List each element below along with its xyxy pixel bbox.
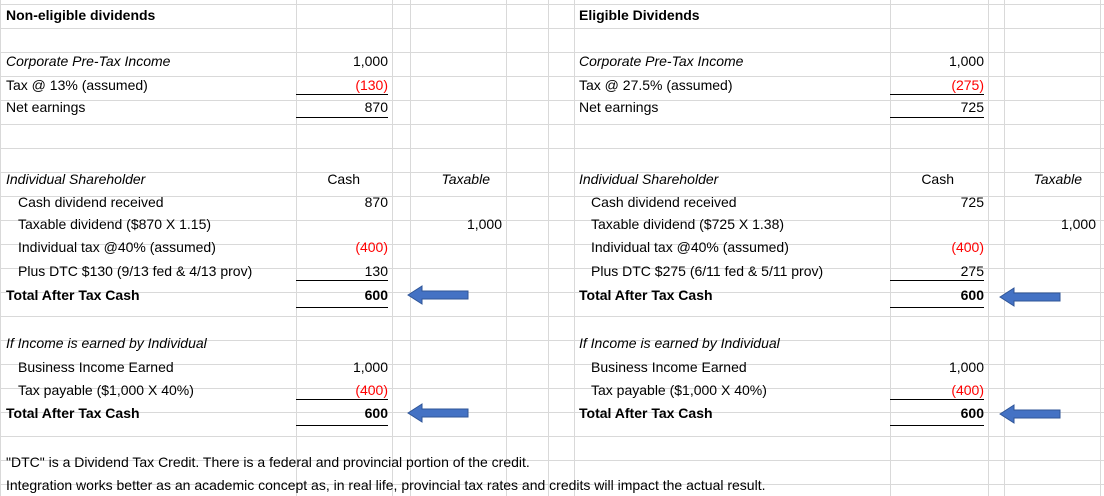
right-arrow-icon — [998, 287, 1062, 307]
left-heading: Non-eligible dividends — [6, 7, 156, 23]
left-taxable-header: Taxable — [441, 171, 490, 187]
right-dtc-label: Plus DTC $275 (6/11 fed & 5/11 prov) — [591, 263, 824, 279]
right-taxable-header: Taxable — [1033, 171, 1082, 187]
left-cash-div-value: 870 — [364, 194, 388, 210]
left-ind-tax-value: (400) — [355, 239, 388, 255]
left-taxable-div-label: Taxable dividend ($870 X 1.15) — [18, 216, 212, 232]
right-taxpay-label: Tax payable ($1,000 X 40%) — [591, 382, 767, 398]
right-total-value: 600 — [890, 286, 984, 308]
left-shareholder-label: Individual Shareholder — [6, 171, 146, 187]
right-total2-label: Total After Tax Cash — [579, 405, 713, 421]
right-cash-div-value: 725 — [960, 194, 984, 210]
left-cash-header: Cash — [327, 171, 360, 187]
right-arrow-icon — [998, 404, 1062, 424]
left-cash-div-label: Cash dividend received — [18, 194, 164, 210]
right-total2-value: 600 — [890, 404, 984, 426]
right-net-label: Net earnings — [579, 99, 659, 115]
right-individual-label: If Income is earned by Individual — [579, 335, 780, 351]
left-tax-label: Tax @ 13% (assumed) — [6, 77, 148, 93]
gridline — [1100, 0, 1101, 496]
left-total2-value: 600 — [296, 404, 388, 426]
right-cash-div-label: Cash dividend received — [591, 194, 737, 210]
left-taxable-div-value: 1,000 — [466, 216, 502, 232]
right-biz-value: 1,000 — [948, 359, 984, 375]
left-net-label: Net earnings — [6, 99, 86, 115]
left-income-label: Corporate Pre-Tax Income — [6, 53, 171, 69]
left-ind-tax-label: Individual tax @40% (assumed) — [18, 239, 216, 255]
right-heading: Eligible Dividends — [579, 7, 700, 23]
gridline — [574, 0, 575, 496]
right-tax-value: (275) — [890, 76, 984, 95]
right-ind-tax-value: (400) — [951, 239, 984, 255]
right-net-value: 725 — [890, 98, 984, 118]
right-ind-tax-label: Individual tax @40% (assumed) — [591, 239, 789, 255]
right-total-label: Total After Tax Cash — [579, 287, 713, 303]
gridline — [0, 0, 1, 496]
right-tax-label: Tax @ 27.5% (assumed) — [579, 77, 733, 93]
right-taxpay-value: (400) — [890, 381, 984, 400]
right-shareholder-label: Individual Shareholder — [579, 171, 719, 187]
right-dtc-value: 275 — [890, 262, 984, 281]
left-taxpay-value: (400) — [296, 381, 388, 400]
right-biz-label: Business Income Earned — [591, 359, 747, 375]
note-line-2: Integration works better as an academic concept as, in real life, provincial tax rates and credits will impact the actual result. — [6, 477, 766, 493]
left-income-value: 1,000 — [352, 53, 388, 69]
right-income-label: Corporate Pre-Tax Income — [579, 53, 744, 69]
left-total2-label: Total After Tax Cash — [6, 405, 140, 421]
left-tax-value: (130) — [296, 76, 388, 95]
gridline — [506, 0, 507, 496]
left-dtc-label: Plus DTC $130 (9/13 fed & 4/13 prov) — [18, 263, 253, 279]
right-income-value: 1,000 — [948, 53, 984, 69]
left-arrow-icon — [406, 403, 470, 423]
left-dtc-value: 130 — [296, 262, 388, 281]
right-taxable-div-value: 1,000 — [1060, 216, 1096, 232]
left-biz-label: Business Income Earned — [18, 359, 174, 375]
gridline — [988, 0, 989, 496]
gridline — [392, 0, 393, 496]
left-arrow-icon — [406, 285, 470, 305]
note-line-1: "DTC" is a Dividend Tax Credit. There is a federal and provincial portion of the credit. — [6, 454, 530, 470]
left-total-label: Total After Tax Cash — [6, 287, 140, 303]
left-individual-label: If Income is earned by Individual — [6, 335, 207, 351]
left-net-value: 870 — [296, 98, 388, 118]
gridline — [548, 0, 549, 496]
left-total-value: 600 — [296, 286, 388, 308]
left-biz-value: 1,000 — [352, 359, 388, 375]
right-cash-header: Cash — [921, 171, 954, 187]
right-taxable-div-label: Taxable dividend ($725 X 1.38) — [591, 216, 785, 232]
left-taxpay-label: Tax payable ($1,000 X 40%) — [18, 382, 194, 398]
